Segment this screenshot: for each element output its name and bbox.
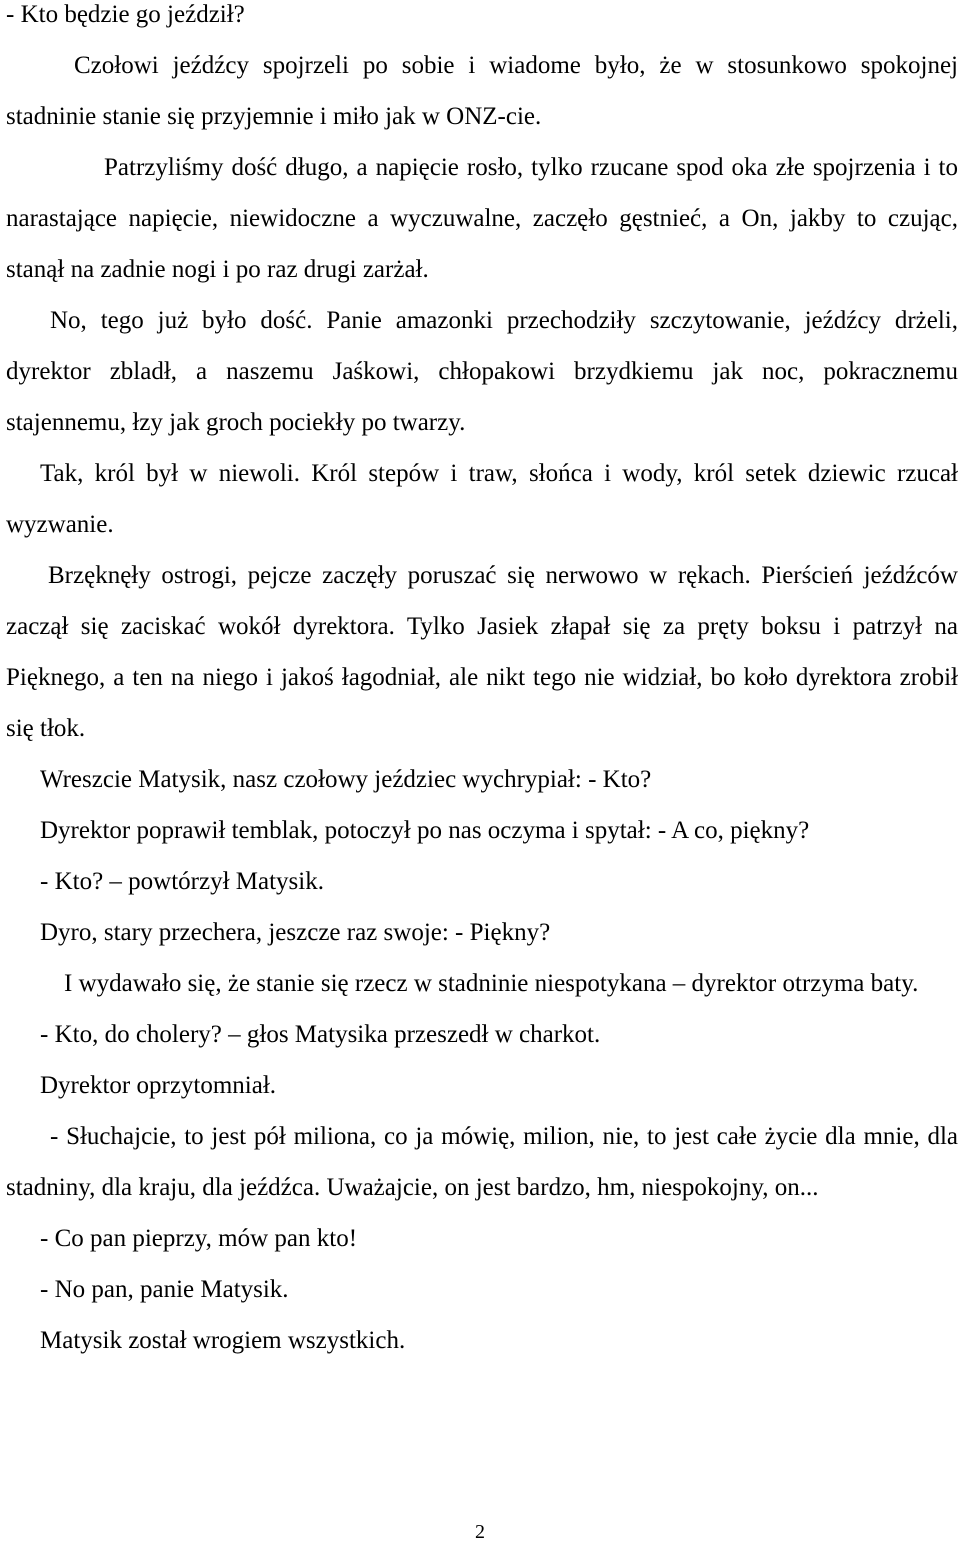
paragraph: Matysik został wrogiem wszystkich. bbox=[40, 1327, 406, 1354]
paragraph: Dyrektor poprawił temblak, potoczył po nas oczyma i spytał: - A co, piękny? bbox=[40, 817, 810, 844]
document-body bbox=[6, 0, 958, 1366]
paragraph: Czołowi jeźdźcy spojrzeli po sobie i wiadome było, że w stosunkowo spokojnej stadninie stanie się przyjemnie i miło jak w ONZ-cie. bbox=[6, 52, 958, 130]
paragraph: Dyrektor oprzytomniał. bbox=[40, 1072, 277, 1099]
paragraph: No, tego już było dość. Panie amazonki przechodziły szczytowanie, jeźdźcy drżeli, dyrektor zbladł, a naszemu Jaśkowi, chłopakowi brzydkiemu jak noc, pokracznemu stajennemu, łzy jak groch pociekły po twarzy. bbox=[6, 307, 958, 436]
paragraph: Patrzyliśmy dość długo, a napięcie rosło, tylko rzucane spod oka złe spojrzenia i to narastające napięcie, niewidoczne a wyczuwalne, zaczęło gęstnieć, a On, jakby to czując, stanął na zadnie nogi i po raz drugi zarżał. bbox=[6, 154, 958, 283]
paragraph: - No pan, panie Matysik. bbox=[40, 1276, 289, 1303]
paragraph: - Kto, do cholery? – głos Matysika przeszedł w charkot. bbox=[40, 1021, 601, 1048]
paragraph: - Kto będzie go jeździł? bbox=[6, 1, 245, 28]
paragraph: - Słuchajcie, to jest pół miliona, co ja mówię, milion, nie, to jest całe życie dla mnie, dla stadniny, dla kraju, dla jeźdźca. Uważajcie, on jest bardzo, hm, niespokojny, on... bbox=[6, 1123, 958, 1201]
paragraph: - Kto? – powtórzył Matysik. bbox=[40, 868, 324, 895]
paragraph: Brzęknęły ostrogi, pejcze zaczęły poruszać się nerwowo w rękach. Pierścień jeźdźców zaczął się zaciskać wokół dyrektora. Tylko Jasiek złapał się za pręty boksu i patrzył na Pięknego, a ten na niego i jakoś łagodniał, ale nikt tego nie widział, bo koło dyrektora zrobił się tłok. bbox=[6, 562, 958, 742]
paragraph: - Co pan pieprzy, mów pan kto! bbox=[40, 1225, 358, 1252]
paragraph: Tak, król był w niewoli. Król stepów i traw, słońca i wody, król setek dziewic rzucał wyzwanie. bbox=[6, 460, 958, 538]
paragraph: Wreszcie Matysik, nasz czołowy jeździec wychrypiał: - Kto? bbox=[40, 766, 652, 793]
paragraph: I wydawało się, że stanie się rzecz w stadninie niespotykana – dyrektor otrzyma baty. bbox=[64, 970, 919, 997]
paragraph: Dyro, stary przechera, jeszcze raz swoje: - Piękny? bbox=[40, 919, 551, 946]
page-number: 2 bbox=[475, 1521, 485, 1543]
